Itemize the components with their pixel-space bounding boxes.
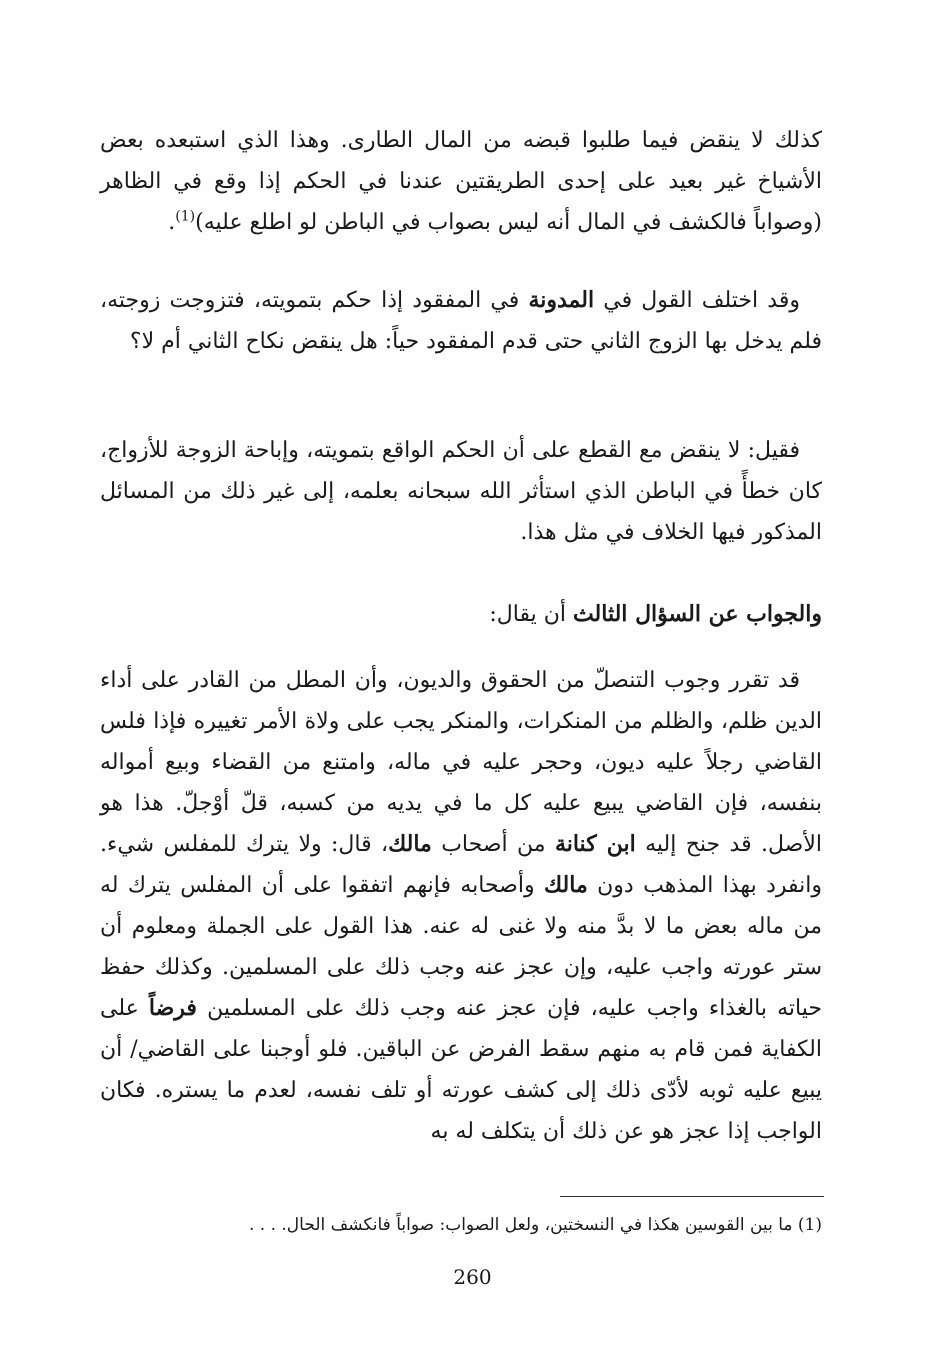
paragraph-4-segment: وأصحابه فإنهم اتفقوا على أن المفلس يترك له من ماله بعض ما لا بدَّ منه ولا غنى له عنه. هذا القول على الجملة ومعلوم أن ستر عورته واجب عليه، وإن عجز عنه وجب ذلك على المسلمين. وكذلك حفظ حياته بالغذاء واجب عليه، فإن عجز عنه وجب ذلك على المسلمين (100, 873, 822, 1021)
paragraph-4-segment: من أصحاب (431, 832, 555, 857)
paragraph-4 (100, 660, 822, 1152)
paragraph-2-bold: المدونة (528, 287, 595, 313)
page-number: 260 (453, 1265, 492, 1289)
paragraph-1 (100, 120, 822, 243)
paragraph-3-text: فقيل: لا ينقض مع القطع على أن الحكم الواقع بتمويته، وإباحة الزوجة للأزواج، كان خطأً في الباطن الذي استأثر الله سبحانه بعلمه، إلى غير ذلك من المسائل المذكور فيها الخلاف في مثل هذا. (100, 438, 822, 545)
paragraph-2 (100, 280, 822, 362)
section-heading-rest: أن يقال: (489, 602, 573, 627)
paragraph-4-segment: قد تقرر وجوب التنصلّ من الحقوق والديون، وأن المطل من القادر على أداء الدين ظلم، والظلم من المنكرات، والمنكر يجب على ولاة الأمر تغييره فإذا فلس القاضي رجلاً عليه ديون، وحجر عليه في ماله، وامتنع من القضاء وبيع أمواله بنفسه، فإن القاضي يبيع عليه كل ما في يديه من كسبه، قلّ أوْجلّ. هذا هو الأصل. قد جنح إليه (100, 668, 822, 857)
paragraph-4-bold-name: مالك (544, 872, 588, 898)
footnote-divider (560, 1196, 824, 1197)
paragraph-4-bold-name: ابن كنانة (554, 831, 636, 857)
paragraph-3 (100, 430, 822, 553)
section-heading-bold: والجواب عن السؤال الثالث (572, 601, 822, 627)
paragraph-1-end: . (168, 210, 176, 235)
paragraph-4-segment: على الكفاية فمن قام به منهم سقط الفرض عن الباقين. فلو أوجبنا على القاضي/ أن يبيع عليه ثوبه لأدّى ذلك إلى كشف عورته أو تلف نفسه، لعدم ما يستره. فكان الواجب إذا عجز هو عن ذلك أن يتكلف له به (100, 996, 822, 1144)
footnote-reference[interactable]: (1) (175, 208, 196, 225)
paragraph-4-bold-word: فرضاً (148, 995, 197, 1021)
section-heading (100, 594, 822, 635)
paragraph-4-segment: ، قال: ولا يترك للمفلس شيء. وانفرد بهذا المذهب دون (100, 832, 823, 898)
paragraph-2-after: في المفقود إذا حكم بتمويته، فتزوجت زوجته، فلم يدخل بها الزوج الثاني حتى قدم المفقود حياً: هل ينقض نكاح الثاني أم لا؟ (100, 288, 822, 354)
paragraph-1-text: كذلك لا ينقض فيما طلبوا قبضه من المال الطارى. وهذا الذي استبعده بعض الأشياخ غير بعيد على إحدى الطريقتين عندنا في الحكم إذا وقع في الظاهر (وصواباً فالكشف في المال أنه ليس بصواب في الباطن لو اطلع عليه) (100, 128, 822, 235)
paragraph-4-bold-name: مالك (388, 831, 432, 857)
paragraph-2-before: وقد اختلف القول في (594, 288, 800, 313)
footnote: (1) ما بين القوسين هكذا في النسختين، ولعل الصواب: صواباً فانكشف الحال. . . . (248, 1215, 822, 1235)
